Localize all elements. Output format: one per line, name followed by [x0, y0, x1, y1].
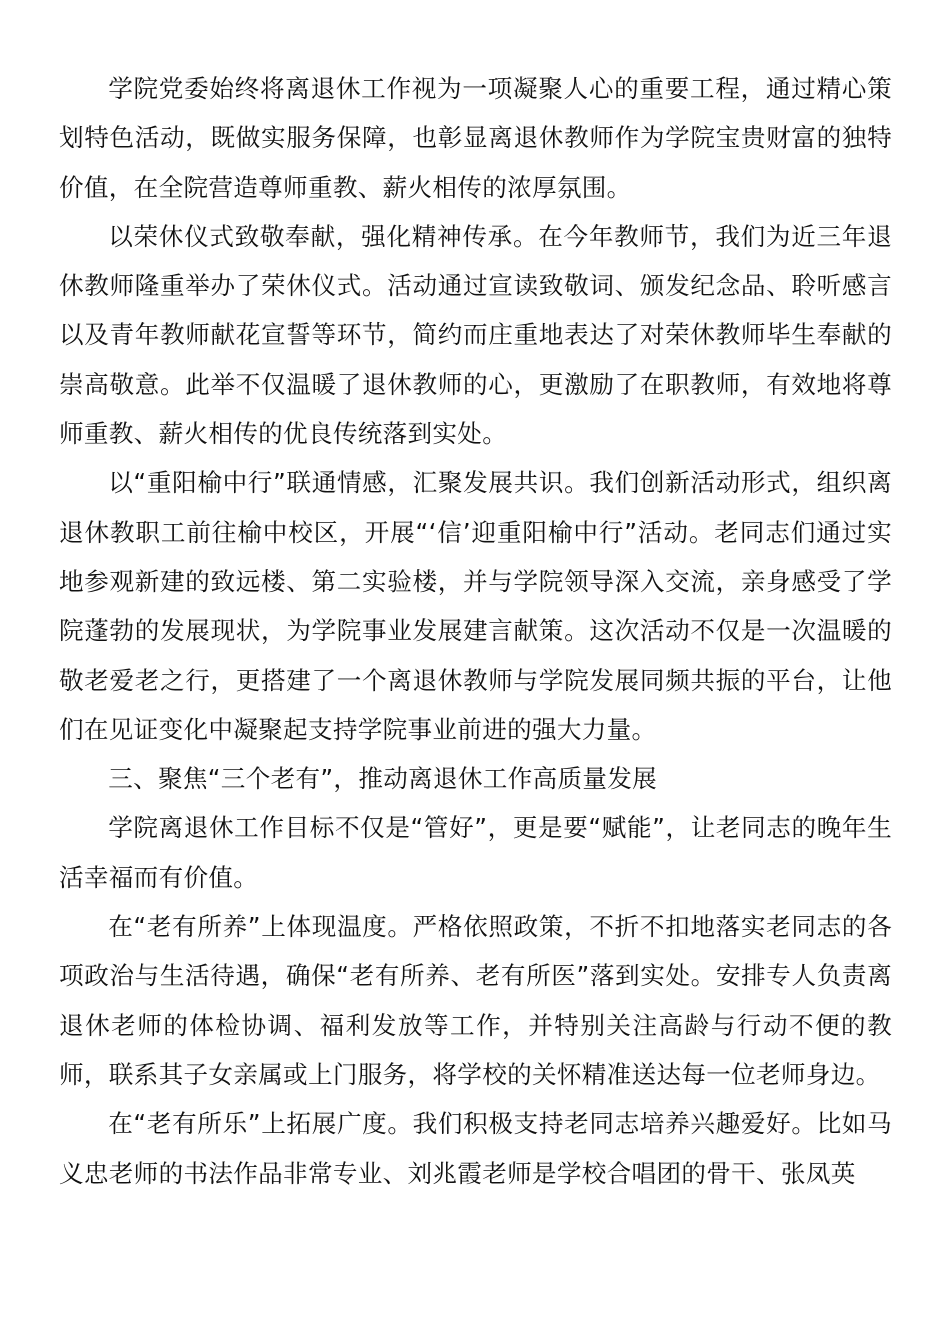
paragraph-laoyousuoyang: 在“老有所养”上体现温度。严格依照政策，不折不扣地落实老同志的各项政治与生活待遇，确保“老有所养、老有所医”落到实处。安排专人负责离退休老师的体检协调、福利发放等工作，并特别关注高龄与行动不便的教师，联系其子女亲属或上门服务，将学校的关怀精准送达每一位老师身边。: [59, 912, 892, 1089]
document-page: [59, 64, 892, 1198]
paragraph-chongyang-trip: 以“重阳榆中行”联通情感，汇聚发展共识。我们创新活动形式，组织离退休教职工前往榆中校区，开展“‘信’迎重阳榆中行”活动。老同志们通过实地参观新建的致远楼、第二实验楼，并与学院领导深入交流，亲身感受了学院蓬勃的发展现状，为学院事业发展建言献策。这次活动不仅是一次温暖的敬老爱老之行，更搭建了一个离退休教师与学院发展同频共振的平台，让他们在见证变化中凝聚起支持学院事业前进的强大力量。: [59, 468, 892, 744]
paragraph-goal: 学院离退休工作目标不仅是“管好”，更是要“赋能”，让老同志的晚年生活幸福而有价值。: [59, 813, 892, 892]
section-heading-three: 三、聚焦“三个老有”，推动离退休工作高质量发展: [108, 764, 658, 794]
paragraph-intro: 学院党委始终将离退休工作视为一项凝聚人心的重要工程，通过精心策划特色活动，既做实服务保障，也彰显离退休教师作为学院宝贵财富的独特价值，在全院营造尊师重教、薪火相传的浓厚氛围。: [59, 74, 892, 202]
paragraph-retirement-ceremony: 以荣休仪式致敬奉献，强化精神传承。在今年教师节，我们为近三年退休教师隆重举办了荣休仪式。活动通过宣读致敬词、颁发纪念品、聆听感言以及青年教师献花宣誓等环节，简约而庄重地表达了对荣休教师毕生奉献的崇高敬意。此举不仅温暖了退休教师的心，更激励了在职教师，有效地将尊师重教、薪火相传的优良传统落到实处。: [59, 221, 892, 449]
paragraph-laoyousuole: 在“老有所乐”上拓展广度。我们积极支持老同志培养兴趣爱好。比如马义忠老师的书法作品非常专业、刘兆霞老师是学校合唱团的骨干、张凤英: [59, 1109, 892, 1188]
